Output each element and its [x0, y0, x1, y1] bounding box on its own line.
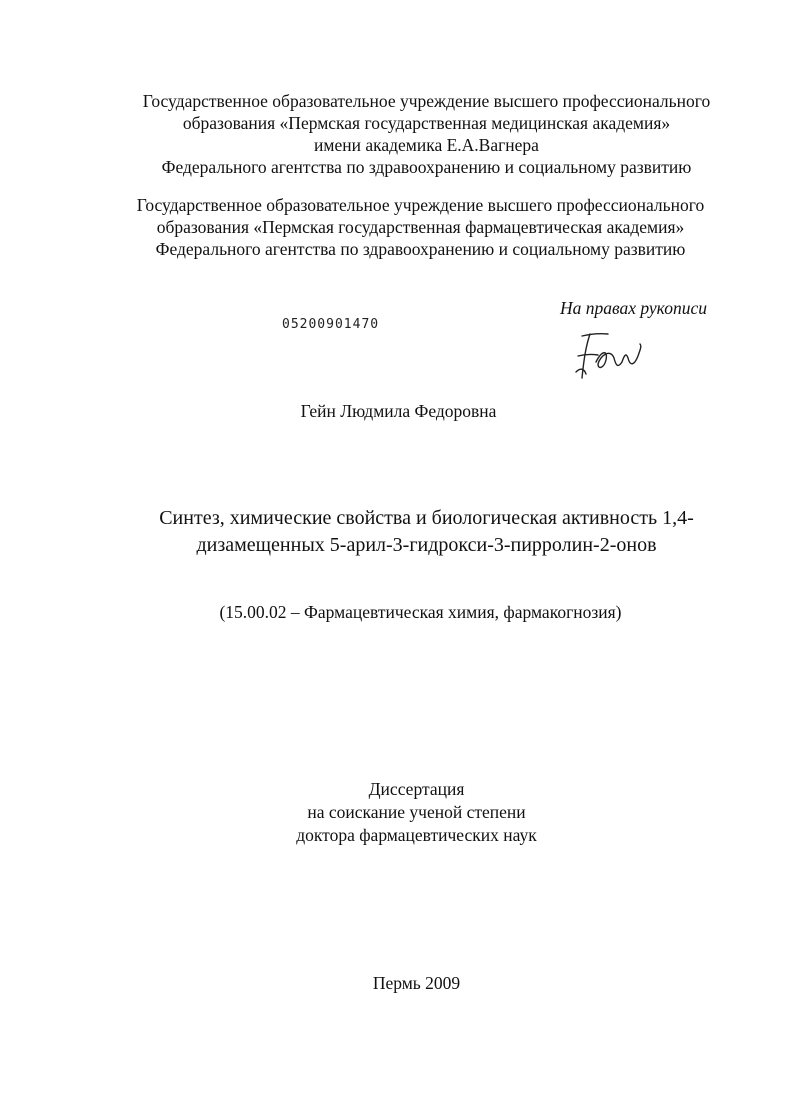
degree-line: Диссертация [368, 779, 465, 799]
author-block [0, 400, 797, 422]
rights-note: На правах рукописи [560, 298, 707, 318]
institution-header-1 [28, 90, 797, 178]
degree-line: доктора фармацевтических наук [296, 825, 537, 845]
institution-header-2 [22, 194, 797, 260]
signature-image [568, 328, 648, 384]
author-name: Гейн Людмила Федоровна [300, 401, 497, 421]
document-number: 05200901470 [282, 317, 380, 332]
institution-2-line: образования «Пермская государственная фармацевтическая академия» [156, 217, 685, 237]
city-year-block [18, 972, 797, 994]
title-line: Синтез, химические свойства и биологическая активность 1,4- [159, 507, 694, 529]
specialty-block [22, 601, 797, 623]
dissertation-title [28, 505, 797, 559]
institution-1-line: имени академика Е.А.Вагнера [314, 135, 539, 155]
institution-2-line: Государственное образовательное учреждение высшего профессионального [136, 195, 705, 215]
specialty-code: (15.00.02 – Фармацевтическая химия, фармакогнозия) [219, 602, 622, 622]
degree-block [18, 778, 797, 847]
degree-line: на соискание ученой степени [307, 802, 526, 822]
institution-1-line: образования «Пермская государственная медицинская академия» [182, 113, 671, 133]
title-line: дизамещенных 5-арил-3-гидрокси-3-пирролин-2-онов [196, 534, 657, 556]
city-year: Пермь 2009 [372, 973, 461, 993]
institution-1-line: Государственное образовательное учреждение высшего профессионального [142, 91, 711, 111]
institution-2-line: Федерального агентства по здравоохранению и социальному развитию [155, 239, 686, 259]
institution-1-line: Федерального агентства по здравоохранению и социальному развитию [161, 157, 692, 177]
